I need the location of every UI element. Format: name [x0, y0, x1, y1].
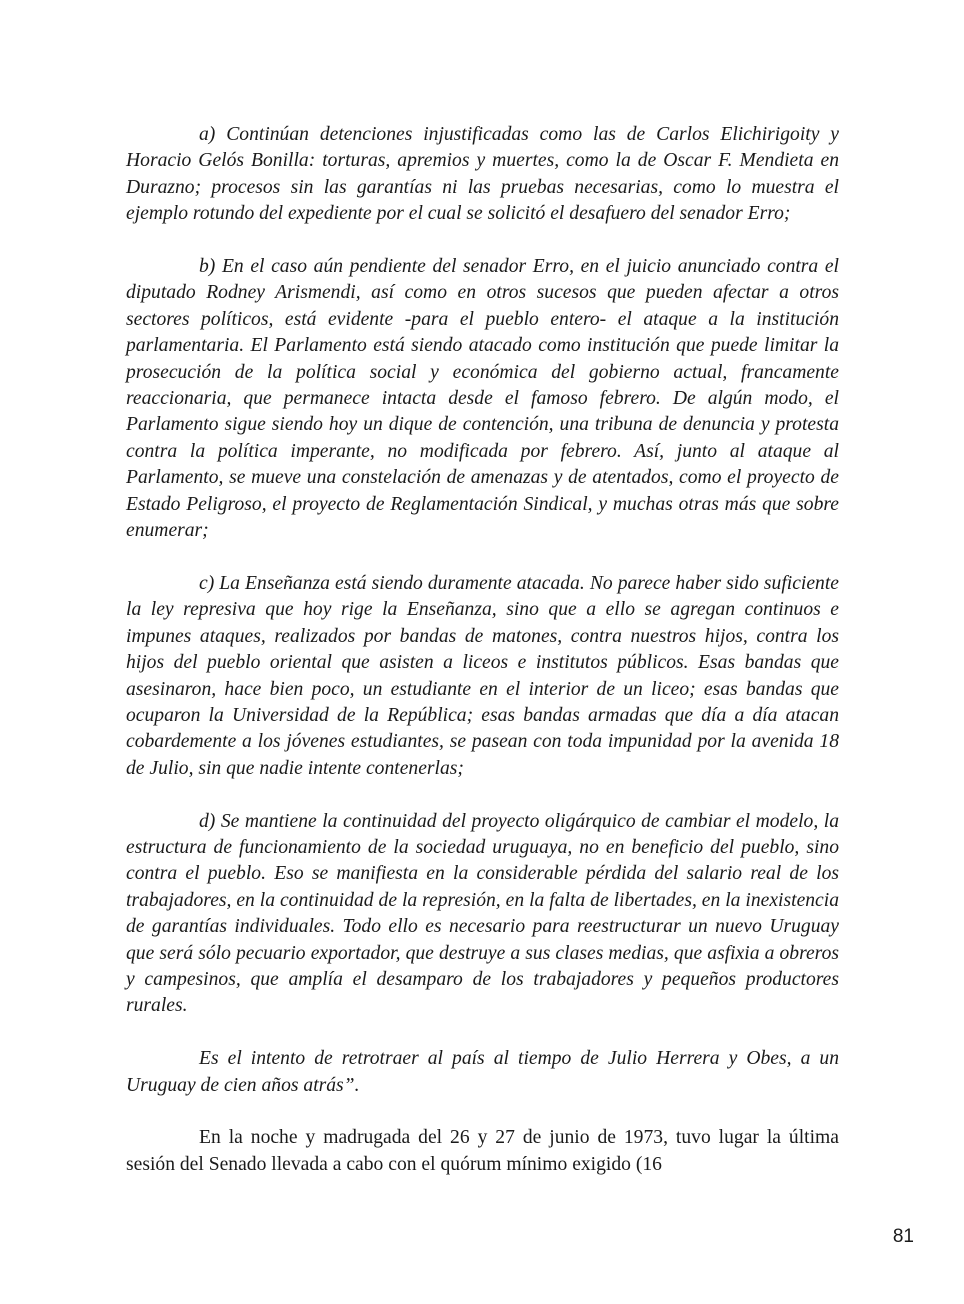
- quote-paragraph-c: c) La Enseñanza está siendo duramente atacada. No parece haber sido suficiente la ley represiva que hoy rige la Enseñanza, sino que a ello se agregan continuos e impunes ataques, realizados por bandas de matones, contra nuestros hijos, contra los hijos del pueblo oriental que asisten a liceos e institutos públicos. Esas bandas que asesinaron, hace bien poco, un estudiante en el interior de un liceo; esas bandas que ocuparon la Universidad de la República; esas bandas armadas que día a día atacan cobardemente a los jóvenes estudiantes, se pasean con toda impunidad por la avenida 18 de Julio, sin que nadie intente contenerlas;: [126, 572, 839, 779]
- page-number: 81: [892, 1226, 914, 1247]
- quote-paragraph-a: a) Continúan detenciones injustificadas como las de Carlos Elichirigoity y Horacio Gelós Bonilla: torturas, apremios y muertes, como la de Oscar F. Mendieta en Durazno; procesos sin las garantías ni las pruebas necesarias, como lo muestra el ejemplo rotundo del expediente por el cual se solicitó el desafuero del senador Erro;: [126, 124, 839, 225]
- quote-paragraph-b: b) En el caso aún pendiente del senador Erro, en el juicio anunciado contra el diputado Rodney Arismendi, así como en otros sucesos que pueden afectar a otros sectores políticos, está evidente -para el pueblo entero- el ataque a la institución parlamentaria. El Parlamento está siendo atacado como institución que puede limitar la prosecución de la política social y económica del gobierno actual, francamente reaccionaria, que permanece intacta desde el famoso febrero. De algún modo, el Parlamento sigue siendo hoy un dique de contención, una tribuna de denuncia y protesta contra la política imperante, no modificada por febrero. Así, junto al ataque al Parlamento, se mueve una constelación de amenazas y de atentados, como el proyecto de Estado Peligroso, el proyecto de Reglamentación Sindical, y muchas otras más que sobre enumerar;: [126, 256, 839, 542]
- body-paragraph: En la noche y madrugada del 26 y 27 de junio de 1973, tuvo lugar la última sesión del Senado llevada a cabo con el quórum mínimo exigido (16: [126, 1127, 839, 1175]
- quote-paragraph-closing: Es el intento de retrotraer al país al tiempo de Julio Herrera y Obes, a un Uruguay de cien años atrás”.: [126, 1048, 839, 1096]
- quote-paragraph-d: d) Se mantiene la continuidad del proyecto oligárquico de cambiar el modelo, la estructura de funcionamiento de la sociedad uruguaya, no en beneficio del pueblo, sino contra el pueblo. Eso se manifiesta en la considerable pérdida del salario real de los trabajadores, en la continuidad de la represión, en la falta de libertades, en la inexistencia de garantías individuales. Todo ello es necesario para reestructurar un nuevo Uruguay que será sólo pecuario exportador, que destruye a sus clases medias, que asfixia a obreros y campesinos, que amplía el desamparo de los trabajadores y pequeños productores rurales.: [126, 810, 839, 1017]
- page-body: [126, 122, 839, 1178]
